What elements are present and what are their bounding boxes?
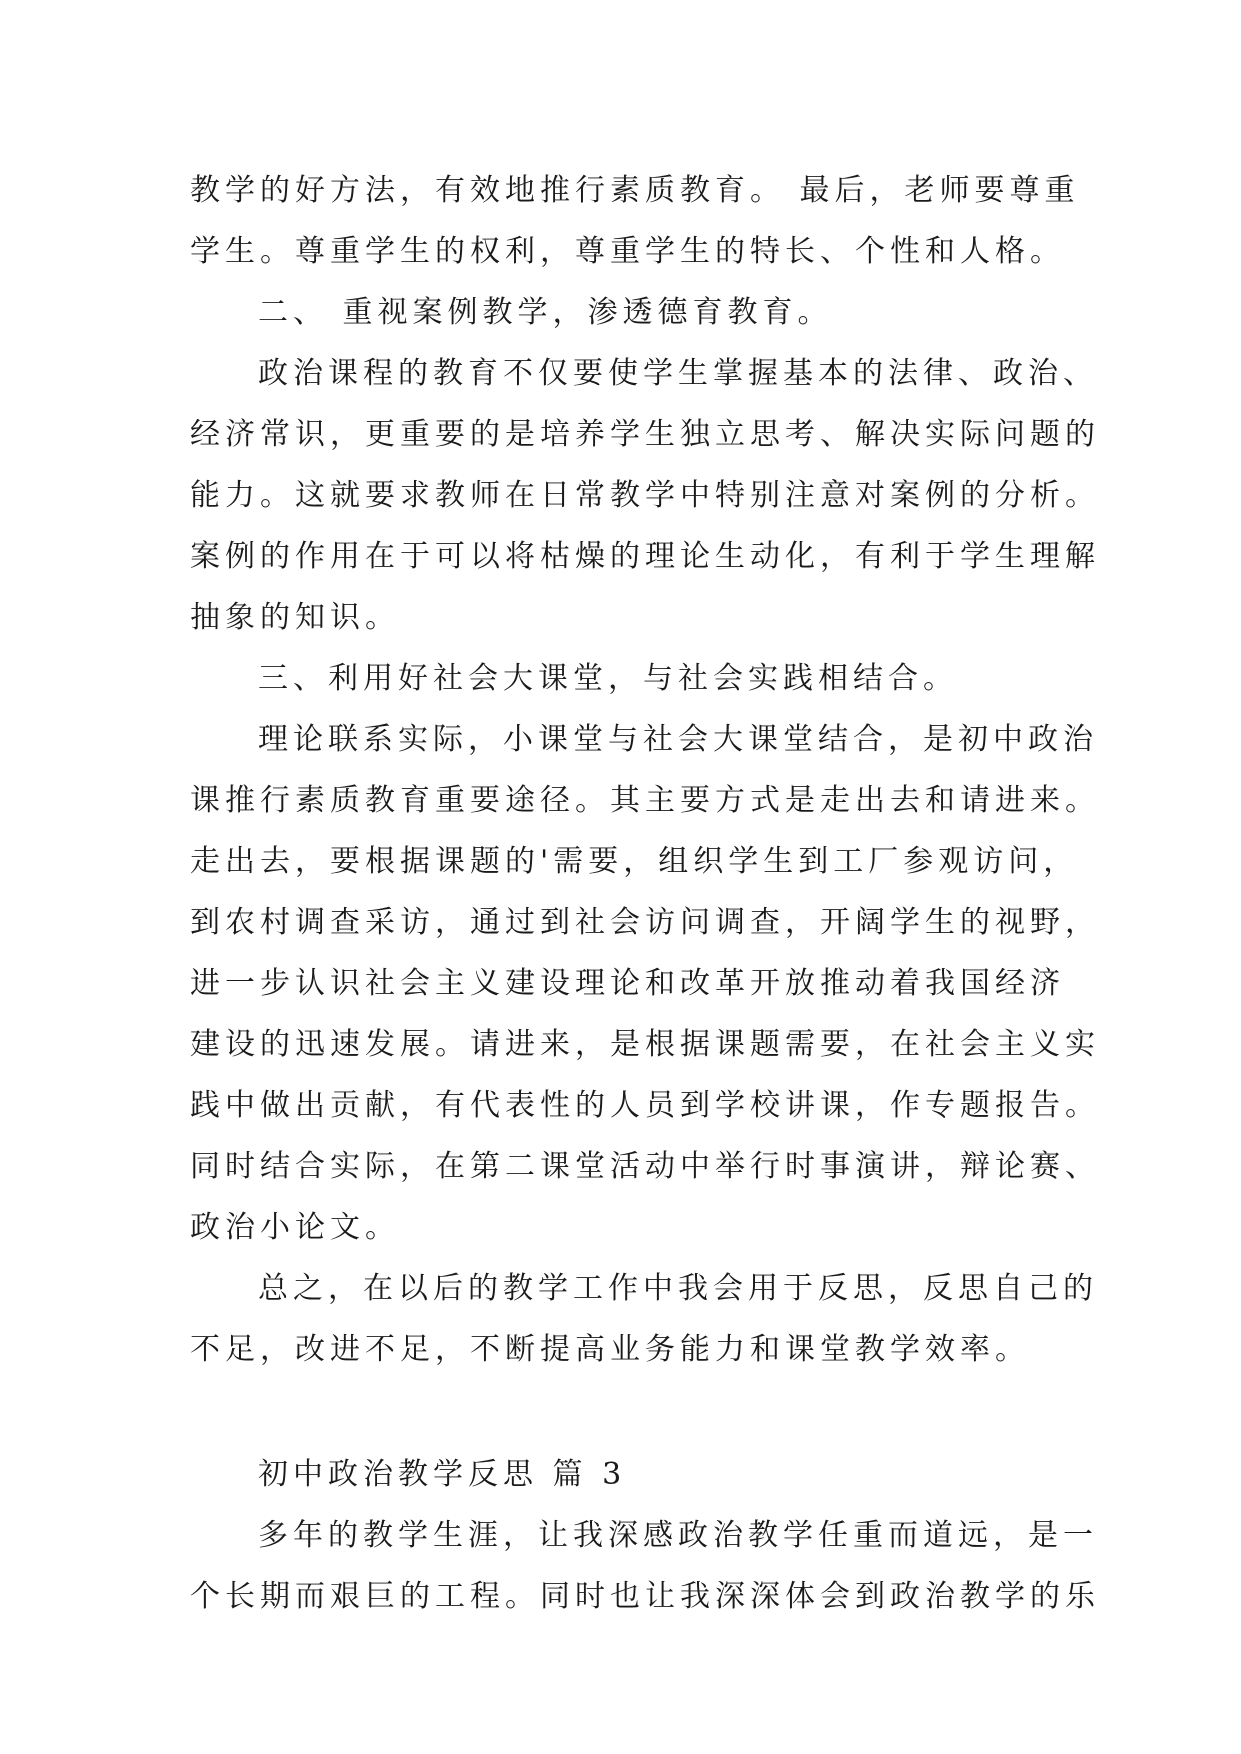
text-line: 案例的作用在于可以将枯燥的理论生动化，有利于学生理解 <box>190 539 1100 574</box>
paragraph-first-line: 总之，在以后的教学工作中我会用于反思，反思自己的 <box>258 1271 1098 1306</box>
section-heading: 二、 重视案例教学，渗透德育教育。 <box>258 295 833 330</box>
text-line: 到农村调查采访，通过到社会访问调查，开阔学生的视野， <box>190 905 1100 940</box>
text-line: 政治小论文。 <box>190 1210 400 1245</box>
text-line: 同时结合实际，在第二课堂活动中举行时事演讲，辩论赛、 <box>190 1149 1100 1184</box>
text-line: 建设的迅速发展。请进来，是根据课题需要，在社会主义实 <box>190 1027 1100 1062</box>
text-line: 课推行素质教育重要途径。其主要方式是走出去和请进来。 <box>190 783 1100 818</box>
text-line: 教学的好方法，有效地推行素质教育。 最后，老师要尊重 <box>190 173 1080 208</box>
text-line: 不足，改进不足，不断提高业务能力和课堂教学效率。 <box>190 1332 1030 1367</box>
text-line: 践中做出贡献，有代表性的人员到学校讲课，作专题报告。 <box>190 1088 1100 1123</box>
paragraph-first-line: 政治课程的教育不仅要使学生掌握基本的法律、政治、 <box>258 356 1098 391</box>
text-line: 能力。这就要求教师在日常教学中特别注意对案例的分析。 <box>190 478 1100 513</box>
text-line: 走出去，要根据课题的'需要，组织学生到工厂参观访问， <box>190 844 1079 879</box>
text-line: 抽象的知识。 <box>190 600 400 635</box>
text-line: 个长期而艰巨的工程。同时也让我深深体会到政治教学的乐 <box>190 1579 1100 1614</box>
section-gap <box>190 1380 1060 1444</box>
text-line: 进一步认识社会主义建设理论和改革开放推动着我国经济 <box>190 966 1065 1001</box>
text-line: 经济常识，更重要的是培养学生独立思考、解决实际问题的 <box>190 417 1100 452</box>
paragraph-first-line: 理论联系实际，小课堂与社会大课堂结合，是初中政治 <box>258 722 1098 757</box>
paragraph-first-line: 多年的教学生涯，让我深感政治教学任重而道远，是一 <box>258 1518 1098 1553</box>
section-heading: 三、利用好社会大课堂，与社会实践相结合。 <box>258 661 958 696</box>
document-body <box>190 160 1100 1627</box>
article-title: 初中政治教学反思 篇 3 <box>258 1457 627 1492</box>
text-line: 学生。尊重学生的权利，尊重学生的特长、个性和人格。 <box>190 234 1065 269</box>
